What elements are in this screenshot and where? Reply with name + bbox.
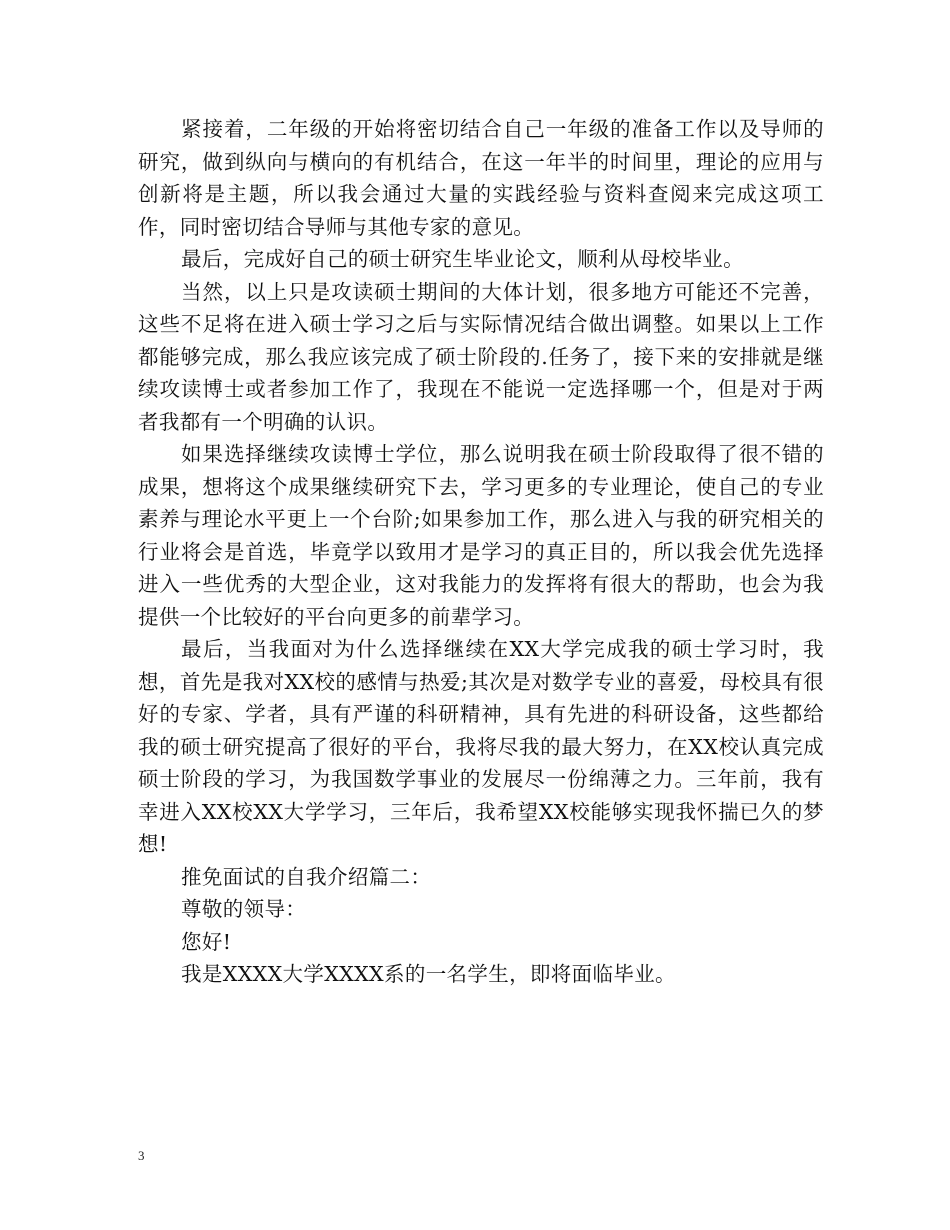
page-number: 3	[138, 1148, 145, 1163]
document-body	[138, 113, 824, 991]
section-heading: 推免面试的自我介绍篇二：	[181, 864, 432, 889]
greeting: 您好!	[181, 929, 232, 954]
paragraph-4: 如果选择继续攻读博士学位，那么说明我在硕士阶段取得了很不错的成果，想将这个成果继续研究下去，学习更多的专业理论，使自己的专业素养与理论水平更上一个台阶;如果参加工作，那么进入与我的研究相关的行业将会是首选，毕竟学以致用才是学习的真正目的，所以我会优先选择进入一些优秀的大型企业，这对我能力的发挥将有很大的帮助，也会为我提供一个比较好的平台向更多的前辈学习。	[138, 442, 824, 629]
paragraph-intro: 我是XXXX大学XXXX系的一名学生，即将面临毕业。	[181, 962, 676, 986]
paragraph-2: 最后，完成好自己的硕士研究生毕业论文，顺利从母校毕业。	[181, 247, 744, 271]
paragraph-3: 当然，以上只是攻读硕士期间的大体计划，很多地方可能还不完善，这些不足将在进入硕士学习之后与实际情况结合做出调整。如果以上工作都能够完成，那么我应该完成了硕士阶段的.任务了，接下来的安排就是继续攻读博士或者参加工作了，我现在不能说一定选择哪一个，但是对于两者我都有一个明确的认识。	[138, 279, 824, 434]
salutation: 尊敬的领导：	[181, 897, 307, 921]
paragraph-1: 紧接着，二年级的开始将密切结合自己一年级的准备工作以及导师的研究，做到纵向与横向的有机结合，在这一年半的时间里，理论的应用与创新将是主题，所以我会通过大量的实践经验与资料查阅来完成这项工作，同时密切结合导师与其他专家的意见。	[138, 117, 824, 239]
paragraph-5: 最后，当我面对为什么选择继续在XX大学完成我的硕士学习时，我想，首先是我对XX校的感情与热爱;其次是对数学专业的喜爱，母校具有很好的专家、学者，具有严谨的科研精神，具有先进的科研设备，这些都给我的硕士研究提高了很好的平台，我将尽我的最大努力，在XX校认真完成硕士阶段的学习，为我国数学事业的发展尽一份绵薄之力。三年前，我有幸进入XX校XX大学学习，三年后，我希望XX校能够实现我怀揣已久的梦想!	[138, 637, 824, 856]
